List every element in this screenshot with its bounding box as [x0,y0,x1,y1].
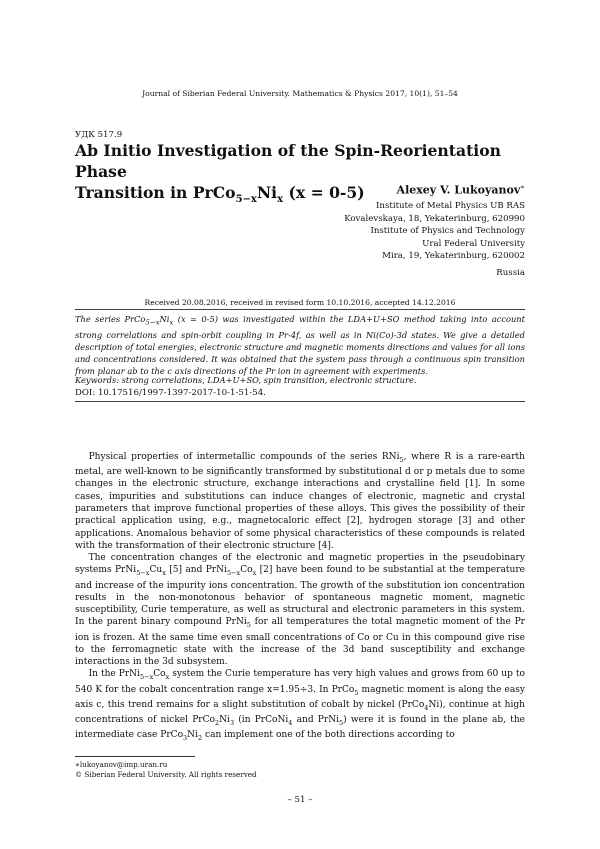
page-number: – 51 – [287,795,313,805]
affiliation-line: Institute of Metal Physics UB RAS [376,201,525,211]
abstract-top-rule [75,309,525,310]
received-dates: Received 20.08.2016, received in revised form 10.10.2016, accepted 14.12.2016 [144,298,456,307]
running-head: Journal of Siberian Federal University. Mathematics & Physics 2017, 10(1), 51–54 [142,89,458,98]
footnotes [75,760,257,780]
paragraph-3: In the $PrNi_{5-x}Co_x$ system the Curie temperature has very high values and grows from 60 up to 540 K for the cobalt concentration range x=1.95÷3. In PrCo$_5$ magnetic moment is along the easy axis c, this trend remains for a slight substitution of cobalt by nickel (PrCo$_4$Ni), continue at high concentrations of nickel $PrCo_2Ni_3$ (in PrCoNi$_4$ and PrNi$_5$) were it is found in the plane ab, the intermediate case $PrCo_3Ni_2$ can implement one of the both directions according to [75,669,526,742]
paragraph-1: Physical properties of intermetallic compounds of the series RNi$_5$, where R is a rare-earth metal, are well-known to be significantly transformed by substitutional d or p metals due to some changes in the electronic structure, exchange interactions and crystalline field [1]. In some cases, impurities and substitutions can induce changes of electronic, magnetic and crystal parameters that improve functional properties of these alloys. This gives the possibility of their practical application using, e.g., magnetocaloric effect [2], hydrogen storage [3] and other applications. Anomalous behavior of some physical characteristics of these compounds is related with the transformation of their electronic structure [4]. [75,452,525,551]
body-text [75,451,525,744]
author-name: Alexey V. Lukoyanov∗ [396,183,525,197]
affiliation-line: Mira, 19, Yekaterinburg, 620002 [382,251,525,261]
title-line-2: Transition in $PrCo_{5-x}Ni_x$ (x = 0-5) [75,183,365,206]
affiliation-line: Kovalevskaya, 18, Yekaterinburg, 620990 [344,213,525,224]
keywords: Keywords: strong correlations, LDA+U+SO, spin transition, electronic structure. [75,375,417,385]
author-email: ∗lukoyanov@imp.uran.ru [75,760,168,769]
udc-code: УДК 517.9 [75,130,123,140]
title-line-1: Ab Initio Investigation of the Spin-Reorientation Phase [75,141,501,181]
abstract: The series $PrCo_{5-x}Ni_x$ (x = 0-5) was investigated within the LDA+U+SO method taking into account strong correlations and spin-orbit coupling in Pr-4f, as well as in Ni(Co)-3d states. We give a detailed description of total energies, electronic structure and magnetic moments directions and values for all ions and concentrations considered. It was obtained that the system pass through a continuous spin transition from planar ab to the c axis directions of the Pr ion in agreement with experiments. [75,314,525,377]
abstract-bottom-rule [75,401,525,402]
paragraph-2: The concentration changes of the electronic and magnetic properties in the pseudobinary systems $PrNi_{5-x}Cu_x$ [5] and $PrNi_{5-x}Co_x$ [2] have been found to be substantial at the temperature and increase of the impurity ions concentration. The growth of the substitution ion concentration results in the non-monotonous behavior of spontaneous magnetic moment, magnetic susceptibility, Curie temperature, as well as structural and electronic parameters in this system. In the parent binary compound PrNi$_5$ for all temperatures the total magnetic moment of the Pr ion is frozen. At the same time even small concentrations of Co or Cu in this compound give rise to the ferromagnetic state with the increase of the 3d band susceptibility and exchange interactions in the 3d subsystem. [75,553,525,668]
footnote-rule [75,756,195,757]
affiliation-line: Institute of Physics and Technology [370,226,525,236]
copyright-notice: © Siberian Federal University. All rights reserved [75,770,257,779]
affiliation-line: Ural Federal University [422,238,525,249]
affiliation [344,200,525,279]
footnote-mark: ∗ [520,183,525,191]
doi: DOI: 10.17516/1997-1397-2017-10-1-51-54. [75,388,266,398]
affiliation-country: Russia [496,267,525,278]
